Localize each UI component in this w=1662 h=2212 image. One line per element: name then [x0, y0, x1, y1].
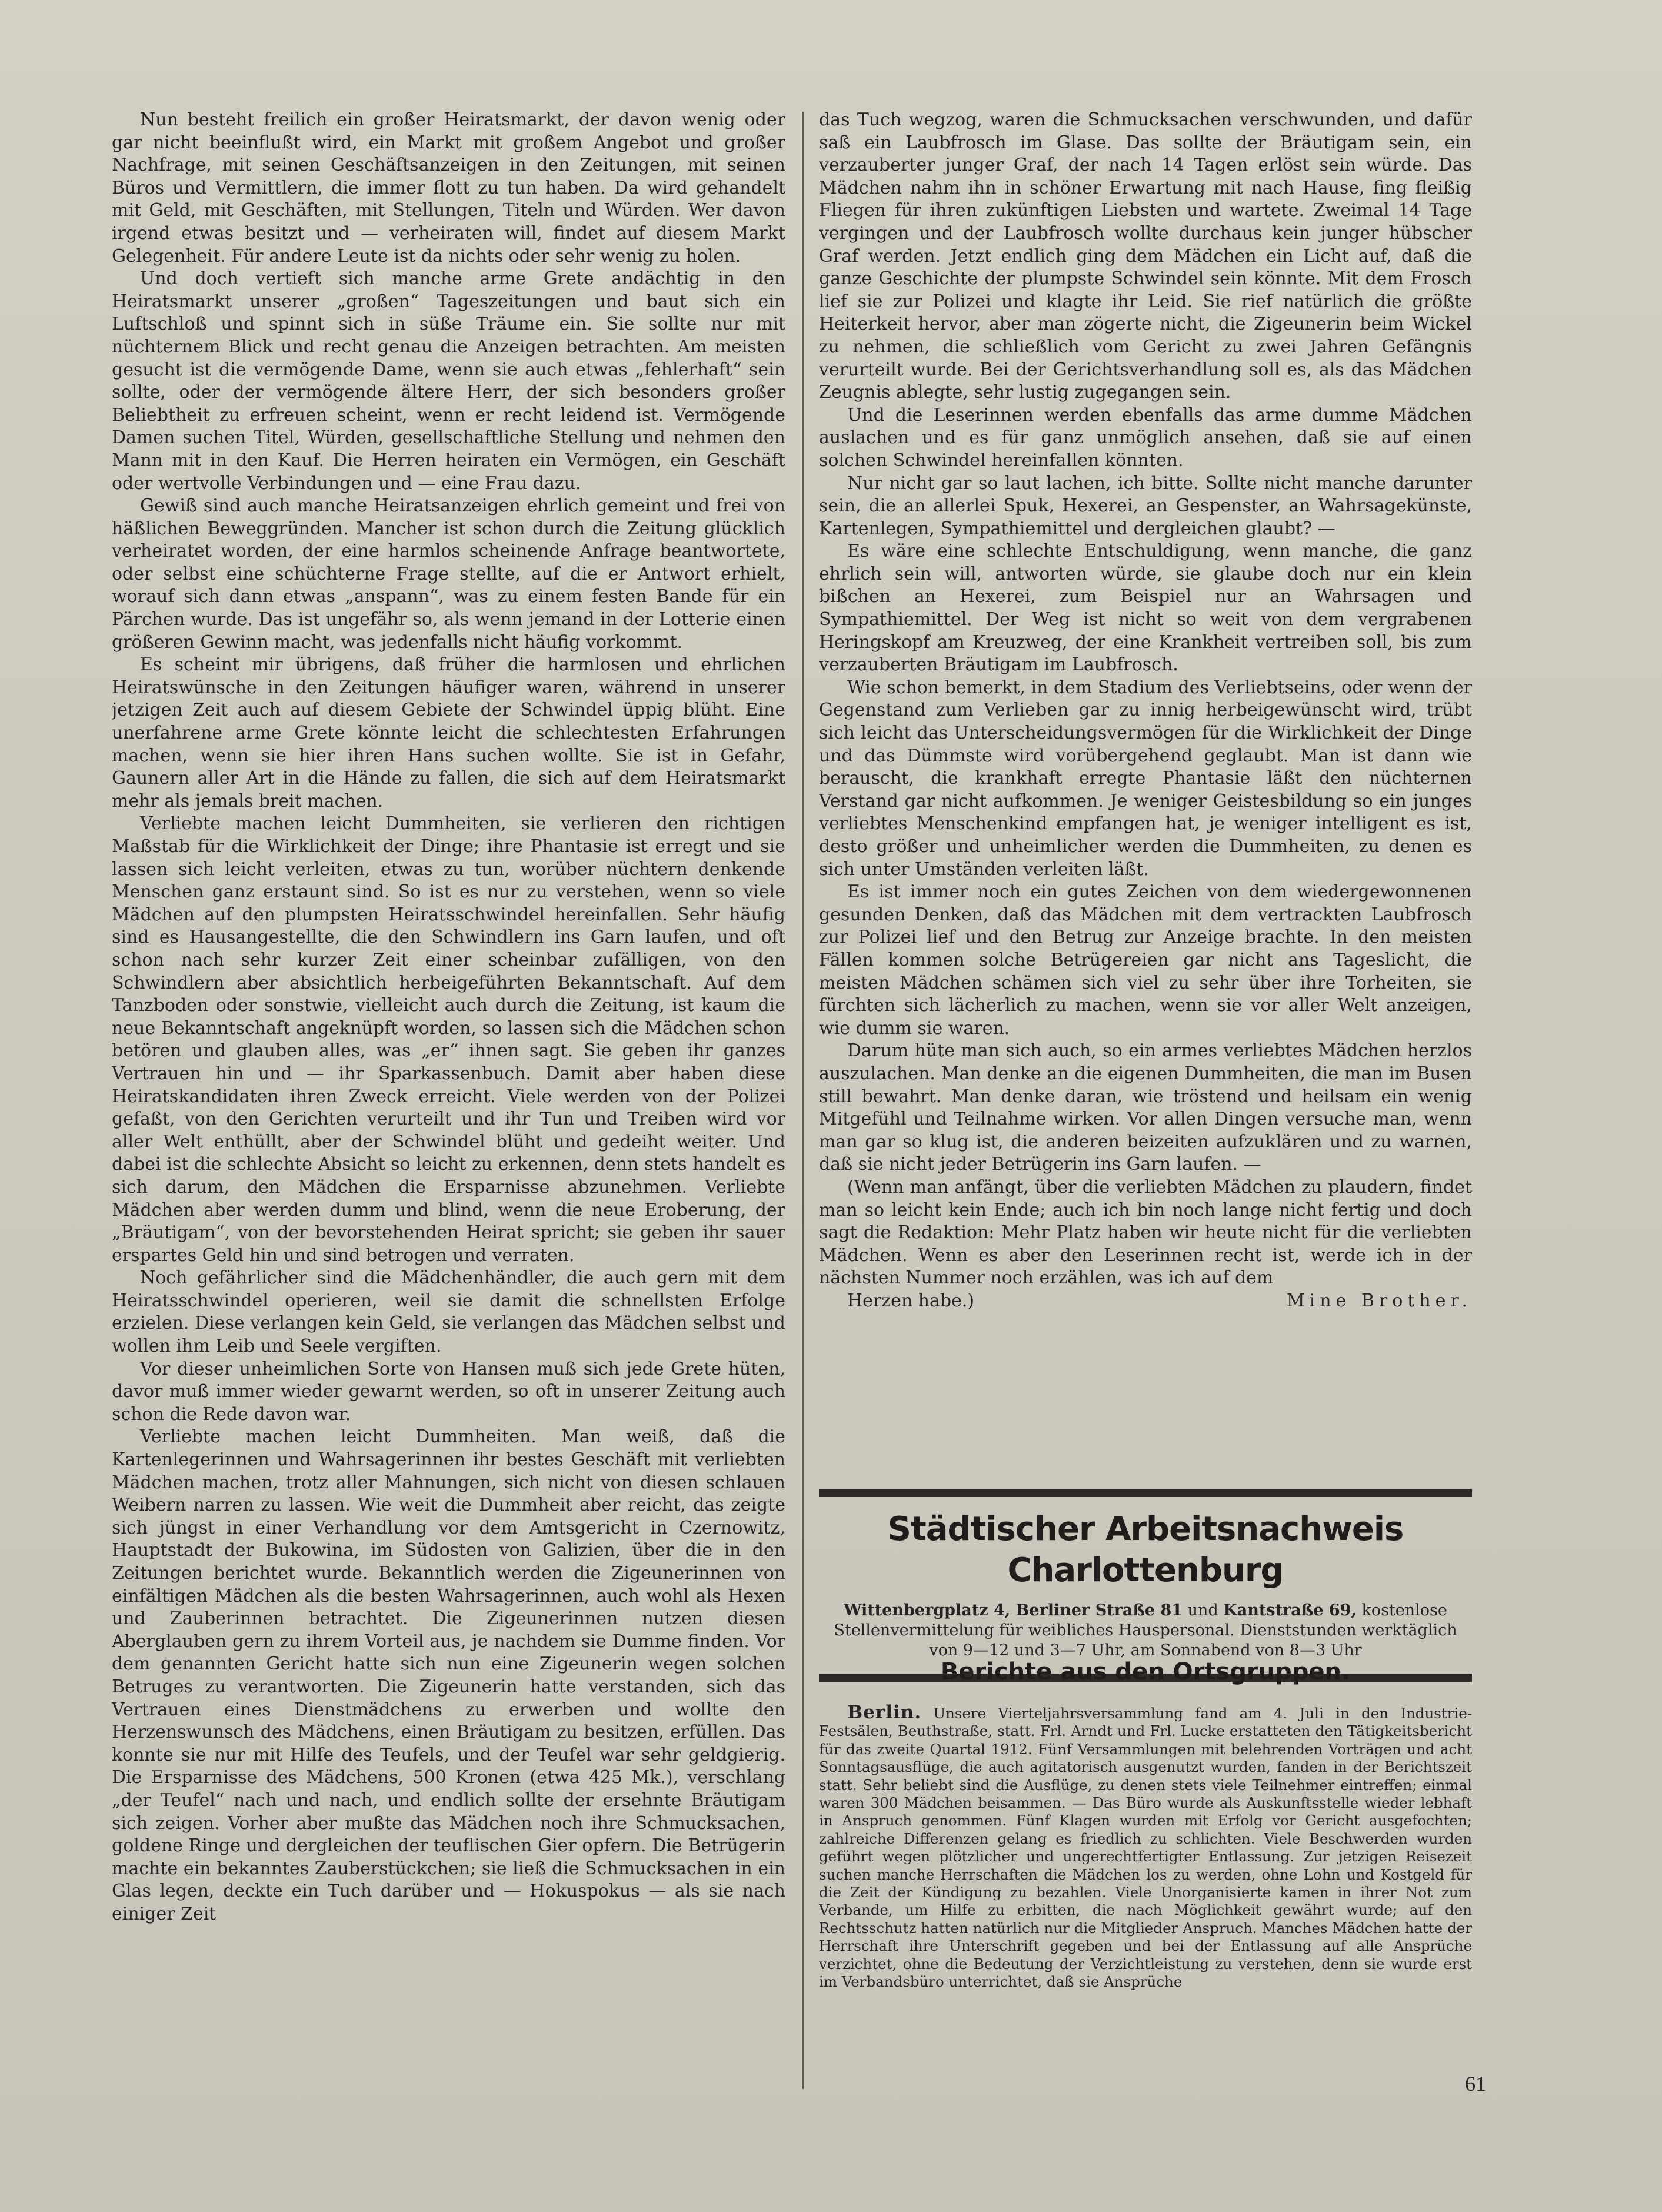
paragraph: Noch gefährlicher sind die Mädchenhändler, die auch gern mit dem Heiratsschwindel operieren, weil sie damit die schnellsten Erfolge erzielen. Diese verlangen kein Geld, sie verlangen das Mädchen selbst und wollen ihm Leib und Seele vergiften. [112, 1268, 785, 1357]
ad-title: Städtischer Arbeitsnachweis Charlottenburg [887, 1510, 1404, 1589]
paragraph: Darum hüte man sich auch, so ein armes verliebtes Mädchen herzlos auszulachen. Man denke an die eigenen Dummheiten, die man im Busen still bewahrt. Man denke daran, wie tröstend und heilsam ein wenig Mitgefühl und Teilnahme wirken. Vor allen Dingen versuche man, wenn man gar so klug ist, die anderen beizeiten aufzuklären und zu warnen, daß sie nicht jeder Betrügerin ins Garn laufen. — [819, 1040, 1472, 1175]
report-paragraph [819, 1704, 1472, 1991]
paragraph: (Wenn man anfängt, über die verliebten Mädchen zu plaudern, findet man so leicht kein Ende; auch ich bin noch lange nicht fertig und doch sagt die Redaktion: Mehr Platz haben wir heute nicht für die verliebten Mädchen. Wenn es aber den Leserinnen recht ist, werde ich in der nächsten Nummer noch erzählen, was ich auf dem [819, 1176, 1472, 1289]
section-heading: Berichte aus den Ortsgruppen. [940, 1658, 1351, 1685]
right-column-text [819, 109, 1472, 1456]
paragraph: Verliebte machen leicht Dummheiten. Man weiß, daß die Kartenlegerinnen und Wahrsagerinnen ihr bestes Geschäft mit verliebten Mädchen machen, trotz aller Mahnungen, sich nicht von diesen schlauen Weibern narren zu lassen. Wie weit die Dummheit aber reicht, das zeigte sich jüngst in einer Verhandlung vor dem Amtsgericht in Czernowitz, Hauptstadt der Bukowina, im Südosten von Galizien, über die in den Zeitungen berichtet wurde. Bekanntlich werden die Zigeunerinnen von einfältigen Mädchen als die besten Wahrsagerinnen, auch wohl als Hexen und Zauberinnen betrachtet. Die Zigeunerinnen nutzen diesen Aberglauben gern zu ihrem Vorteil aus, je nachdem sie Dumme finden. Vor dem genannten Gericht hatte sich nun eine Zigeunerin wegen solchen Betruges zu verantworten. Die Zigeunerin hatte verstanden, sich das Vertrauen eines Dienstmädchens zu erwerben und wollte den Herzenswunsch des Mädchens, einen Bräutigam zu besitzen, erfüllen. Das konnte sie nur mit Hilfe des Teufels, und der Teufel war sehr geldgierig. Die Ersparnisse des Mädchens, 500 Kronen (etwa 425 Mk.), verschlang „der Teufel“ nach und nach, und endlich sollte der ersehnte Bräutigam sich zeigen. Vorher aber mußte das Mädchen noch ihre Schmucksachen, goldene Ringe und dergleichen der teuflischen Gier opfern. Die Betrügerin machte ein bekanntes Zauberstückchen; sie ließ die Schmucksachen in ein Glas legen, deckte ein Tuch darüber und — Hokuspokus — als sie nach einiger Zeit [112, 1426, 785, 1924]
column-divider [802, 112, 804, 2089]
paragraph: Nur nicht gar so laut lachen, ich bitte. Sollte nicht manche darunter sein, die an allerlei Spuk, Hexerei, an Gespenster, an Wahrsagekünste, Kartenlegen, Sympathiemittel und dergleichen glaubt? — [819, 473, 1472, 539]
paragraph: Verliebte machen leicht Dummheiten, sie verlieren den richtigen Maßstab für die Wirklichkeit der Dinge; ihre Phantasie ist erregt und sie lassen sich leicht verleiten, etwas zu tun, worüber nüchtern denkende Menschen ganz erstaunt sind. So ist es nur zu verstehen, wenn so viele Mädchen auf den plumpsten Heiratsschwindel hereinfallen. Sehr häufig sind es Hausangestellte, die den Schwindlern ins Garn laufen, und oft schon nach sehr kurzer Zeit einer scheinbar zufälligen, von den Schwindlern aber absichtlich herbeigeführten Bekanntschaft. Auf dem Tanzboden oder sonstwie, vielleicht auch durch die Zeitung, ist kaum die neue Bekanntschaft angeknüpft worden, so lassen sich die Mädchen schon betören und glauben alles, was „er“ ihnen sagt. Sie geben ihr ganzes Vertrauen hin und — ihr Sparkassenbuch. Damit aber haben diese Heiratskandidaten ihren Zweck erreicht. Viele werden von der Polizei gefaßt, von den Gerichten verurteilt und ihr Tun und Treiben wird vor aller Welt enthüllt, aber der Schwindel blüht und gedeiht weiter. Und dabei ist die schlechte Absicht so leicht zu erkennen, denn stets handelt es sich darum, den Mädchen die Ersparnisse abzunehmen. Verliebte Mädchen aber werden dumm und blind, wenn die neue Eroberung, der „Bräutigam“, von der bevorstehenden Heirat spricht; sie geben ihr sauer erspartes Geld hin und sind betrogen und verraten. [112, 813, 785, 1266]
left-column [112, 109, 785, 2086]
page-number: 61 [1465, 2072, 1486, 2095]
paragraph: Es scheint mir übrigens, daß früher die harmlosen und ehrlichen Heiratswünsche in den Zeitungen häufiger waren, während in unserer jetzigen Zeit auch auf diesem Gebiete der Schwindel üppig blüht. Eine unerfahrene arme Grete könnte leicht die schlechtesten Erfahrungen machen, wenn sie hier ihren Hans suchen wollte. Sie ist in Gefahr, Gaunern aller Art in die Hände zu fallen, die sich auf dem Heiratsmarkt mehr als jemals breit machen. [112, 654, 785, 811]
advertisement-box [819, 1489, 1472, 1682]
paragraph: Wie schon bemerkt, in dem Stadium des Verliebtseins, oder wenn der Gegenstand zum Verlieben gar zu innig herbeigewünscht wird, trübt sich leicht das Unterscheidungsvermögen für die Wirklichkeit der Dinge und das Dümmste wird vorübergehend geglaubt. Man ist dann wie berauscht, die krankhaft erregte Phantasie läßt den nüchternen Verstand gar nicht aufkommen. Je weniger Geistesbildung so ein junges verliebtes Menschenkind empfangen hat, je weniger intelligent es ist, desto größer und unheimlicher werden die Dummheiten, zu denen es sich unter Umständen verleiten läßt. [819, 677, 1472, 880]
paragraph: Und doch vertieft sich manche arme Grete andächtig in den Heiratsmarkt unserer „großen“ Tageszeitungen und baut sich ein Luftschloß und spinnt sich in süße Träume ein. Sie sollte nur mit nüchternem Blick und recht genau die Anzeigen betrachten. Am meisten gesucht ist die vermögende Dame, wenn sie auch etwas „fehlerhaft“ sein sollte, oder der vermögende ältere Herr, der sich besonders großer Beliebtheit zu erfreuen scheint, wenn er recht leidend ist. Vermögende Damen suchen Titel, Würden, gesellschaftliche Stellung und nehmen den Mann mit in den Kauf. Die Herren heiraten ein Vermögen, ein Geschäft oder wertvolle Verbindungen und — eine Frau dazu. [112, 268, 785, 494]
paragraph: Es ist immer noch ein gutes Zeichen von dem wiedergewonnenen gesunden Denken, daß das Mädchen mit dem vertrackten Laubfrosch zur Polizei lief und den Betrug zur Anzeige brachte. In den meisten Fällen kommen solche Betrügereien gar nicht ans Tageslicht, die meisten Mädchen schämen sich viel zu sehr über ihre Torheiten, sie fürchten sich lächerlich zu machen, wenn sie vor aller Welt anzeigen, wie dumm sie waren. [819, 882, 1472, 1039]
ad-text [819, 1601, 1472, 1661]
ad-address-2: Kantstraße 69, [1223, 1601, 1357, 1619]
paragraph: Gewiß sind auch manche Heiratsanzeigen ehrlich gemeint und frei von häßlichen Beweggründen. Mancher ist schon durch die Zeitung glücklich verheiratet worden, der eine harmlos scheinende Anfrage beantwortete, oder selbst eine schüchterne Frage stellte, auf die er Antwort erhielt, worauf sich dann etwas „anspann“, was zu einem festen Bande für ein Pärchen wurde. Das ist ungefähr so, als wenn jemand in der Lotterie einen größeren Gewinn macht, was jedenfalls nicht häufig vorkommt. [112, 495, 785, 653]
ad-conjunction: und [1187, 1601, 1218, 1619]
report-section [819, 1704, 1472, 1991]
paragraph: Vor dieser unheimlichen Sorte von Hansen muß sich jede Grete hüten, davor muß immer wieder gewarnt werden, so oft in unserer Zeitung auch schon die Rede davon war. [112, 1358, 785, 1425]
report-text: Unsere Vierteljahrsversammlung fand am 4. Juli in den Industrie-Festsälen, Beuthstraße, statt. Frl. Arndt und Frl. Lucke erstatteten den Tätigkeitsbericht für das zweite Quartal 1912. Fünf Versammlungen mit belehrenden Vorträgen und acht Sonntagsausflüge, die auch agitatorisch ausgenutzt wurden, fanden in der Berichtszeit statt. Sehr beliebt sind die Ausflüge, zu denen stets viele Teilnehmer eintreffen; einmal waren 300 Mädchen beisammen. — Das Büro wurde als Auskunftsstelle wieder lebhaft in Anspruch genommen. Fünf Klagen wurden mit Erfolg vor Gericht ausgefochten; zahlreiche Differenzen gelang es friedlich zu schlichten. Viele Beschwerden wurden geführt wegen plötzlicher und ungerechtfertigter Entlassung. Zur jetzigen Reisezeit suchen manche Herrschaften die Mädchen los zu werden, ohne Lohn und Kostgeld für die Zeit der Kündigung zu bezahlen. Viele Unorganisierte kamen in ihrer Not zum Verbande, um Hilfe zu erbitten, die nach Möglichkeit gewährt wurde; auf den Rechtsschutz hatten natürlich nur die Mitglieder Anspruch. Manches Mädchen hatte der Herrschaft ihre Unterschrift gegeben und bei der Entlassung auf alle Ansprüche verzichtet, ohne die Bedeutung der Verzichtleistung zu verstehen, denn sie wurde erst im Verbandsbüro unterrichtet, daß sie Ansprüche [819, 1705, 1472, 1991]
paragraph: Und die Leserinnen werden ebenfalls das arme dumme Mädchen auslachen und es für ganz unmöglich ansehen, daß sie auf einen solchen Schwindel hereinfallen könnten. [819, 404, 1472, 471]
signature-line [819, 1290, 1472, 1313]
ad-top-rule [819, 1489, 1472, 1497]
paragraph: Nun besteht freilich ein großer Heiratsmarkt, der davon wenig oder gar nicht beeinflußt wird, ein Markt mit großem Angebot und großer Nachfrage, mit seinen Geschäftsanzeigen in den Zeitungen, mit seinen Büros und Vermittlern, die immer flott zu tun haben. Da wird gehandelt mit Geld, mit Geschäften, mit Stellungen, Titeln und Würden. Wer davon irgend etwas besitzt und — verheiraten will, findet auf diesem Markt Gelegenheit. Für andere Leute ist da nichts oder sehr wenig zu holen. [112, 109, 785, 267]
paragraph: Es wäre eine schlechte Entschuldigung, wenn manche, die ganz ehrlich sein will, antworten würde, sie glaube doch nur ein klein bißchen an Hexerei, zum Beispiel nur an Wahrsagen und Sympathiemittel. Der Weg ist nicht so weit von dem vergrabenen Heringskopf am Kreuzweg, der eine Krankheit vertreiben soll, bis zum verzauberten Bräutigam im Laubfrosch. [819, 541, 1472, 676]
report-city: Berlin. [847, 1702, 922, 1723]
closing-text: Herzen habe.) [847, 1290, 975, 1311]
continuation-paragraph: das Tuch wegzog, waren die Schmucksachen verschwunden, und dafür saß ein Laubfrosch im Glase. Das sollte der Bräutigam sein, ein verzauberter junger Graf, der nach 14 Tagen erlöst sein würde. Das Mädchen nahm ihn in schöner Erwartung mit nach Hause, fing fleißig Fliegen für ihren zukünftigen Liebsten und wartete. Zweimal 14 Tage vergingen und der Laubfrosch wollte durchaus kein junger hübscher Graf werden. Jetzt endlich ging dem Mädchen ein Licht auf, daß die ganze Geschichte der plumpste Schwindel sein könnte. Mit dem Frosch lief sie zur Polizei und klagte ihr Leid. Sie rief natürlich die größte Heiterkeit hervor, aber man zögerte nicht, die Zigeunerin beim Wickel zu nehmen, die schließlich vom Gericht zu zwei Jahren Gefängnis verurteilt wurde. Bei der Gerichtsverhandlung soll es, als das Mädchen Zeugnis ablegte, sehr lustig zugegangen sein. [819, 109, 1472, 403]
author-signature: Mine Brother. [1286, 1290, 1472, 1311]
ad-description: kostenlose Stellenvermittelung für weibliches Hauspersonal. Dienststunden werktäglich von 9—12 und 3—7 Uhr, am Sonnabend von 8—3 Uhr [834, 1601, 1457, 1659]
ad-address: Wittenbergplatz 4, Berliner Straße 81 [844, 1601, 1183, 1619]
right-column [819, 109, 1472, 1456]
